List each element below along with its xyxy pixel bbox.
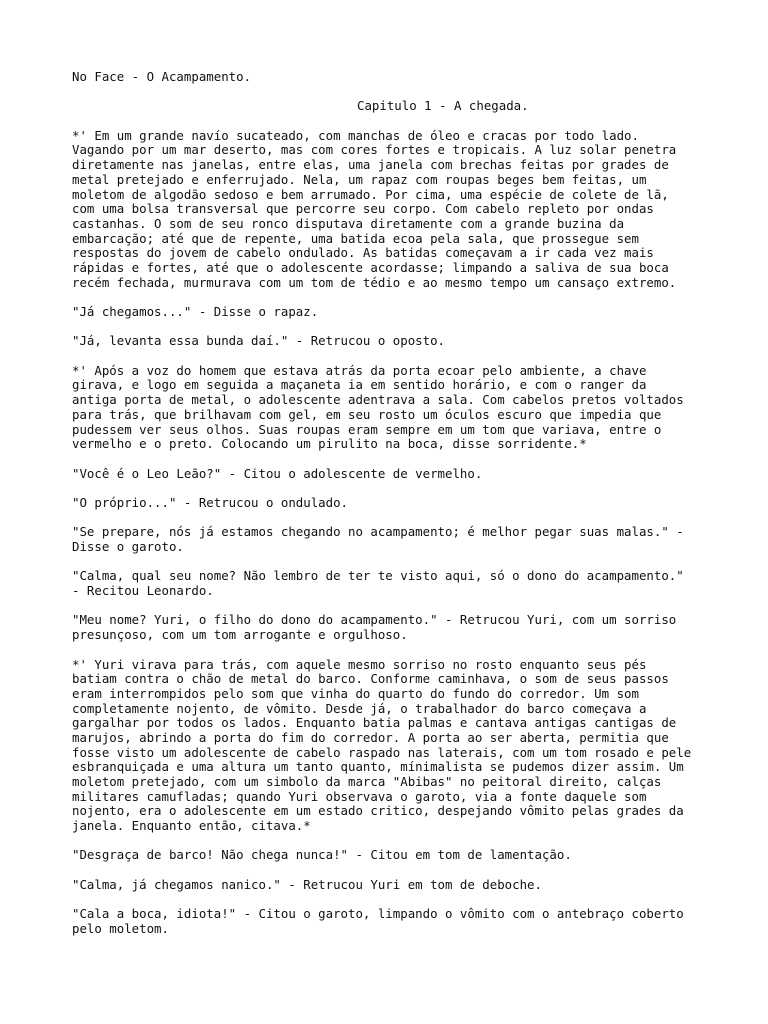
text-line: para trás, que brilhavam com gel, em seu rosto um óculos escuro que impedia que — [72, 406, 662, 422]
text-line: batiam contra o chão de metal do barco. Conforme caminhava, o som de seus passos — [72, 671, 669, 687]
paragraph — [72, 907, 712, 936]
text-line: "Já, levanta essa bunda daí." - Retrucou o oposto. — [72, 333, 445, 349]
paragraph — [72, 658, 712, 834]
text-line: completamente nojento, de vômito. Desde já, o trabalhador do barco começava a — [72, 700, 647, 716]
text-line: recém fechada, murmurava com um tom de tédio e ao mesmo tempo um cansaço extremo. — [72, 274, 677, 290]
document-body — [72, 129, 712, 937]
text-line: diretamente nas janelas, entre elas, uma janela com brechas feitas por grades de — [72, 157, 669, 173]
text-line: Vagando por um mar deserto, mas com cores fortes e tropicais. A luz solar penetra — [72, 142, 677, 158]
text-line: - Recitou Leonardo. — [72, 583, 214, 599]
text-line: eram interrompidos pelo som que vinha do quarto do fundo do corredor. Um som — [72, 685, 639, 701]
text-line: embarcação; até que de repente, uma batida ecoa pela sala, que prossegue sem — [72, 230, 639, 246]
text-line: vermelho e o preto. Colocando um pirulito na boca, disse sorridente.* — [72, 436, 587, 452]
text-line: moletom pretejado, com um simbolo da marca "Abibas" no peitoral direito, calças — [72, 774, 662, 789]
text-line: pelo moletom. — [72, 920, 169, 936]
text-line: Disse o garoto. — [72, 539, 184, 554]
text-line: pudessem ver seus olhos. Suas roupas eram sempre em um tom que variava, entre o — [72, 421, 662, 437]
text-line: castanhas. O som de seu ronco disputava diretamente com a grande buzina da — [72, 215, 625, 231]
paragraph — [72, 467, 712, 482]
text-line: *' Após a voz do homem que estava atrás da porta ecoar pelo ambiente, a chave — [72, 362, 647, 378]
text-line: *' Em um grande navío sucateado, com manchas de óleo e cracas por todo lado. — [72, 127, 639, 143]
text-line: "Você é o Leo Leão?" - Citou o adolescente de vermelho. — [72, 465, 483, 481]
text-line: "Desgraça de barco! Não chega nunca!" - Citou em tom de lamentação. — [72, 847, 572, 863]
text-line: "Calma, já chegamos nanico." - Retrucou Yuri em tom de deboche. — [72, 876, 542, 892]
text-line: "Já chegamos..." - Disse o rapaz. — [72, 304, 319, 319]
paragraph — [72, 496, 712, 511]
paragraph — [72, 305, 712, 320]
chapter-heading: Capitulo 1 - A chegada. — [357, 98, 529, 114]
paragraph — [72, 613, 712, 642]
text-line: militares camufladas; quando Yuri observava o garoto, via a fonte daquele som — [72, 788, 647, 804]
paragraph — [72, 129, 712, 291]
text-line: janela. Enquanto então, citava.* — [72, 818, 311, 834]
text-line: presunçoso, com um tom arrogante e orgulhoso. — [72, 627, 408, 643]
text-line: moletom de algodão sedoso e bem arrumado. Por cima, uma espécie de colete de lã, — [72, 186, 669, 202]
text-line: marujos, abrindo a porta do fim do corredor. A porta ao ser aberta, permitia que — [72, 729, 669, 745]
text-line: *' Yuri virava para trás, com aquele mesmo sorriso no rosto enquanto seus pés — [72, 656, 647, 672]
paragraph — [72, 878, 712, 893]
text-line: nojento, era o adolescente em um estado critico, despejando vômito pelas grades da — [72, 803, 684, 819]
paragraph — [72, 525, 712, 554]
text-line: rápidas e fortes, até que o adolescente acordasse; limpando a saliva de sua boca — [72, 259, 669, 275]
text-line: metal pretejado e enferrujado. Nela, um rapaz com roupas beges bem feitas, um — [72, 171, 647, 187]
paragraph — [72, 364, 712, 452]
text-line: gargalhar por todos os lados. Enquanto batia palmas e cantava antigas cantigas de — [72, 715, 677, 731]
text-line: "Meu nome? Yuri, o filho do dono do acampamento." - Retrucou Yuri, com um sorriso — [72, 612, 677, 628]
text-line: antiga porta de metal, o adolescente adentrava a sala. Com cabelos pretos voltados — [72, 392, 684, 408]
text-line: girava, e logo em seguida a maçaneta ia em sentido horário, e com o ranger da — [72, 377, 647, 393]
paragraph — [72, 848, 712, 863]
paragraph — [72, 334, 712, 349]
text-line: "Cala a boca, idiota!" - Citou o garoto, limpando o vômito com o antebraço coberto — [72, 906, 684, 922]
document-page — [72, 70, 712, 951]
document-title: No Face - O Acampamento. — [72, 69, 252, 84]
text-line: fosse visto um adolescente de cabelo raspado nas laterais, com um tom rosado e pele — [72, 744, 692, 760]
text-line: respostas do jovem de cabelo ondulado. As batidas começavam a ir cada vez mais — [72, 245, 654, 261]
text-line: "Calma, qual seu nome? Não lembro de ter te visto aqui, só o dono do acampamento." — [72, 568, 684, 584]
text-line: "O próprio..." - Retrucou o ondulado. — [72, 494, 349, 510]
paragraph — [72, 569, 712, 598]
text-line: "Se prepare, nós já estamos chegando no acampamento; é melhor pegar suas malas." - — [72, 524, 684, 540]
text-line: esbranquiçada e uma altura um tanto quanto, mínimalista se pudemos dizer assim. Um — [72, 759, 684, 775]
text-line: com uma bolsa transversal que percorre seu corpo. Com cabelo repleto por ondas — [72, 201, 654, 217]
